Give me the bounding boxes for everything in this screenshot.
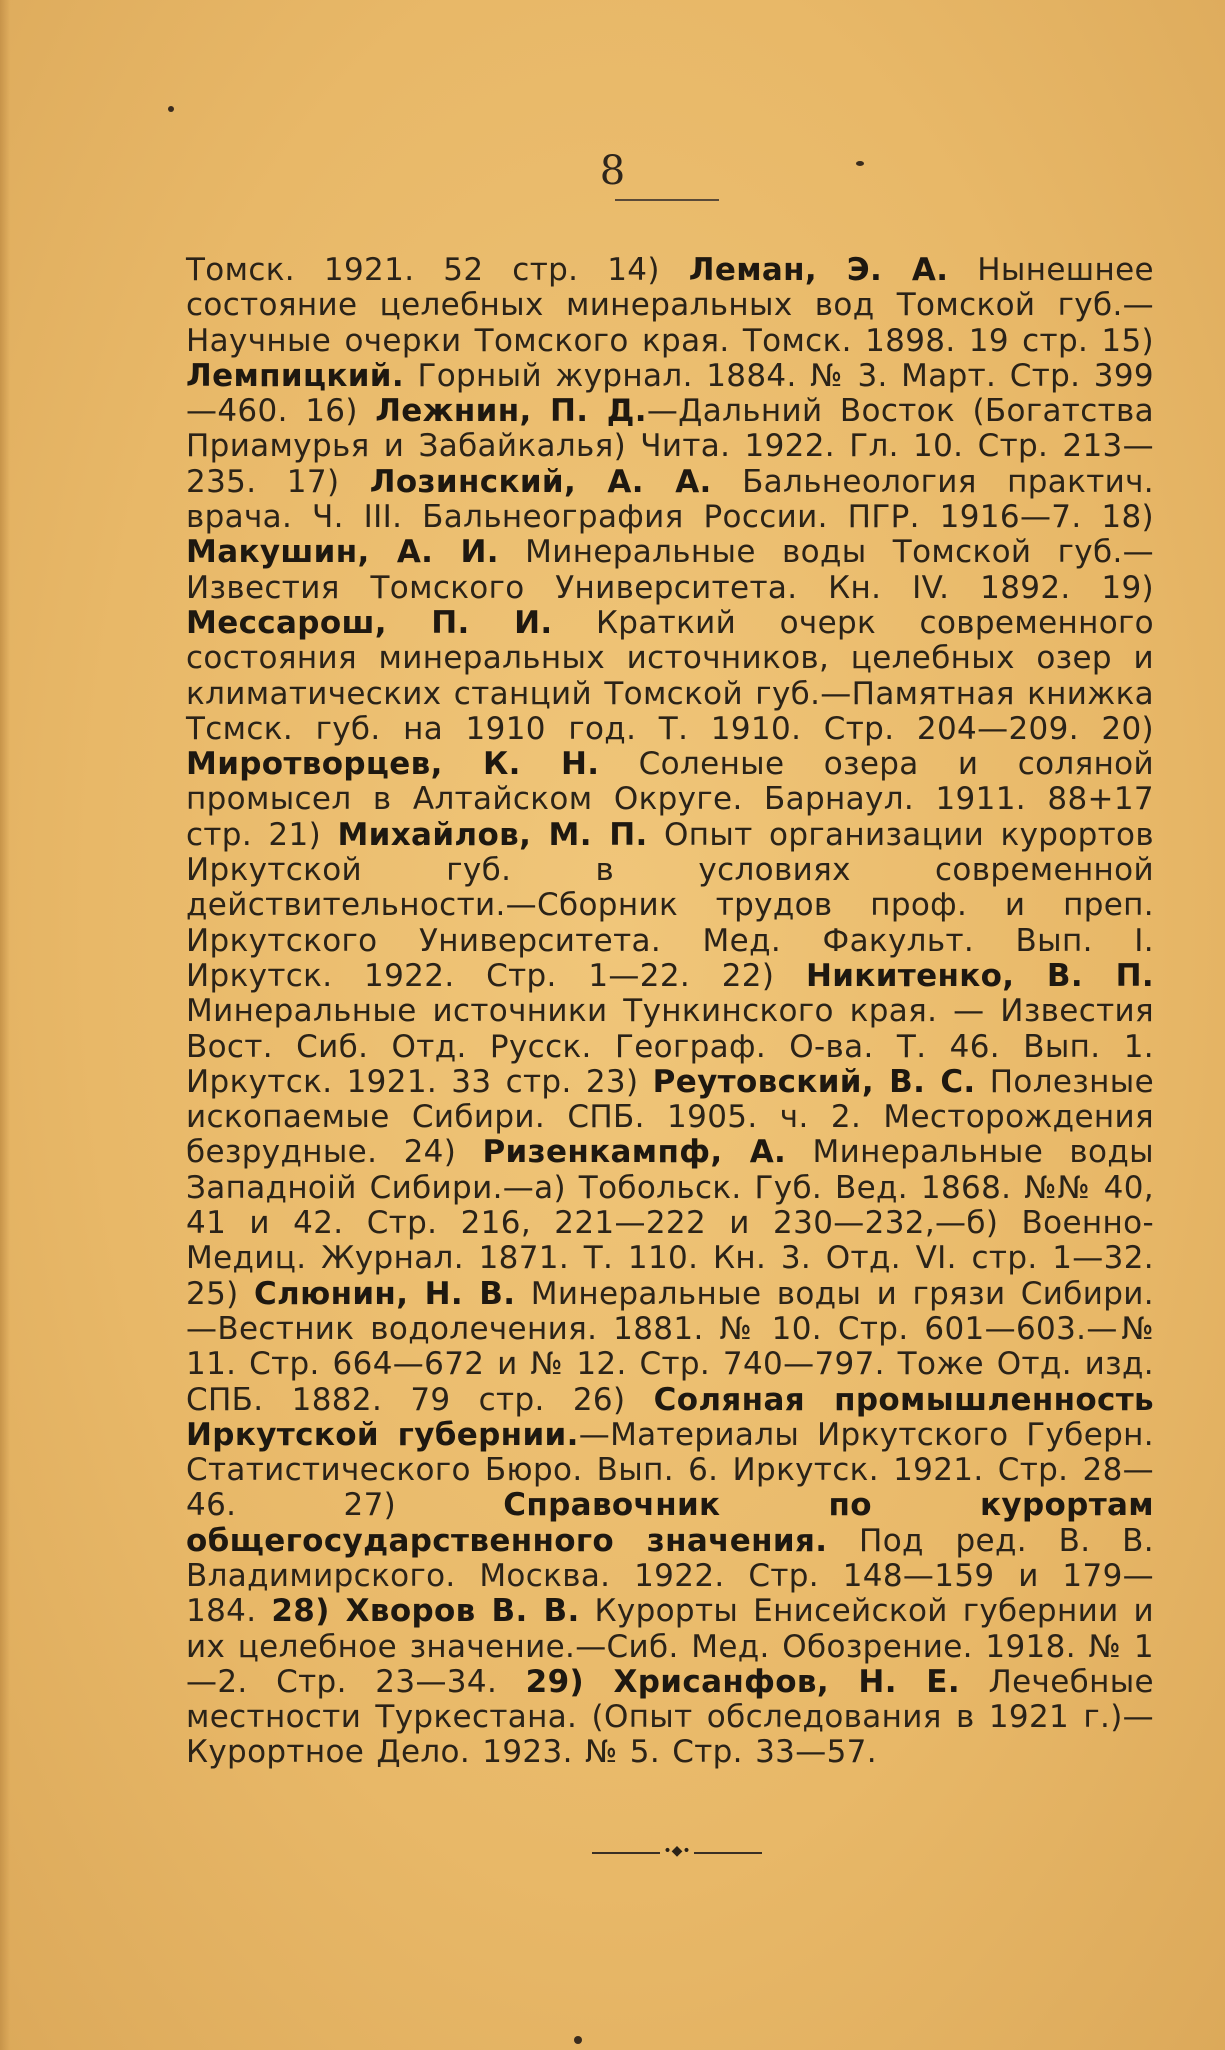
author-name: Никитенко, В. П. xyxy=(805,957,1154,994)
reference-text: Опыт организации курортов Иркутской губ. в условиях современной действительности.—Сборник трудов проф. и преп. Иркутского Университета. Мед. Факульт. Вып. I. Иркутск. 1922. Стр. 1—22. 22) xyxy=(186,816,1154,994)
reference-text: Курорты Енисейской губернии и их целебное значение.—Сиб. Мед. Обозрение. 1918. № 1—2. Стр. 23—34. xyxy=(186,1593,1155,1700)
reference-text: Горный журнал. 1884. № 3. Март. Стр. 399—460. 16) xyxy=(186,357,1154,430)
reference-text: Под ред. В. В. Владимирского. Москва. 1922. Стр. 148—159 и 179—184. xyxy=(186,1522,1154,1630)
bibliography-text xyxy=(186,253,1154,1771)
reference-text: Томск. 1921. 52 стр. 14) xyxy=(186,252,689,288)
reference-text: —Материалы Иркутского Губерн. Статистического Бюро. Вып. 6. Иркутск. 1921. Стр. 28—46. 27) xyxy=(186,1416,1154,1524)
reference-text: Минеральные воды Томской губ.—Известия Томского Университета. Кн. IV. 1892. 19) xyxy=(186,534,1154,606)
reference-text: Соленые озера и соляной промысел в Алтайском Округе. Барнаул. 1911. 88+17 стр. 21) xyxy=(186,746,1154,853)
reference-text: —Дальний Восток (Богатства Приамурья и Забайкалья) Чита. 1922. Гл. 10. Стр. 213—235. 17) xyxy=(186,393,1154,500)
reference-text: Бальнеология практич. врача. Ч. III. Бальнеография России. ПГР. 1916—7. 18) xyxy=(186,463,1154,536)
reference-text: Полезные ископаемые Сибири. СПБ. 1905. ч. 2. Месторождения безрудные. 24) xyxy=(186,1063,1154,1171)
reference-text: Нынешнее состояние целебных минеральных вод Томской губ.—Научные очерки Томского края. Томск. 1898. 19 стр. 15) xyxy=(186,252,1154,359)
author-name: Леман, Э. А. xyxy=(688,252,949,288)
end-ornament xyxy=(592,1845,762,1861)
author-name: 28) Хворов В. В. xyxy=(271,1593,580,1630)
author-name: Михайлов, М. П. xyxy=(337,816,648,853)
author-name: Лозинский, А. А. xyxy=(369,463,712,500)
paper-speck xyxy=(168,106,174,112)
author-name: Мессарош, П. И. xyxy=(186,604,553,641)
header-rule xyxy=(615,199,719,201)
author-name: Лемпицкий. xyxy=(186,357,404,394)
reference-text: Минеральные источники Тункинского края. — Известия Вост. Сиб. Отд. Русск. Географ. О-ва. Т. 46. Вып. 1. Иркутск. 1921. 33 стр. 23) xyxy=(186,993,1154,1100)
author-name: Соляная промышленность Иркутской губернии. xyxy=(186,1381,1154,1453)
author-name: Ризенкампф, А. xyxy=(482,1134,787,1171)
paper-speck xyxy=(574,2036,582,2044)
author-name: Справочник по курортам общегосударственного значения. xyxy=(186,1487,1154,1559)
reference-text: Минеральные воды и грязи Сибири.—Вестник водолечения. 1881. № 10. Стр. 601—603.—№ 11. Стр. 664—672 и № 12. Стр. 740—797. Тоже Отд. изд. СПБ. 1882. 79 стр. 26) xyxy=(186,1275,1154,1418)
ornament-line-right xyxy=(694,1852,762,1854)
author-name: Лежнин, П. Д. xyxy=(375,393,647,430)
paper-speck xyxy=(856,161,864,166)
author-name: Макушин, А. И. xyxy=(186,534,499,571)
page-edge-shadow xyxy=(0,0,10,2050)
author-name: Слюнин, Н. В. xyxy=(253,1275,516,1312)
author-name: Реутовский, В. С. xyxy=(652,1063,976,1100)
page-number: 8 xyxy=(599,148,626,194)
reference-text: Лечебные местности Туркестана. (Опыт обследования в 1921 г.)—Курортное Дело. 1923. № 5. Стр. 33—57. xyxy=(186,1663,1154,1771)
author-name: Миротворцев, К. Н. xyxy=(186,746,600,783)
reference-text: Краткий очерк современного состояния минеральных источников, целебных озер и климатических станций Томской губ.—Памятная книжка Тсмск. губ. на 1910 год. Т. 1910. Стр. 204—209. 20) xyxy=(186,604,1154,747)
ornament-center: •◆• xyxy=(663,1843,691,1859)
author-name: 29) Хрисанфов, Н. Е. xyxy=(525,1663,960,1700)
ornament-line-left xyxy=(592,1852,660,1854)
reference-text: Минеральные воды Западноiй Сибири.—а) Тобольск. Губ. Вед. 1868. №№ 40, 41 и 42. Стр. 216, 221—222 и 230—232,—б) Военно-Медиц. Журнал. 1871. Т. 110. Кн. 3. Отд. VI. стр. 1—32. 25) xyxy=(186,1134,1154,1312)
